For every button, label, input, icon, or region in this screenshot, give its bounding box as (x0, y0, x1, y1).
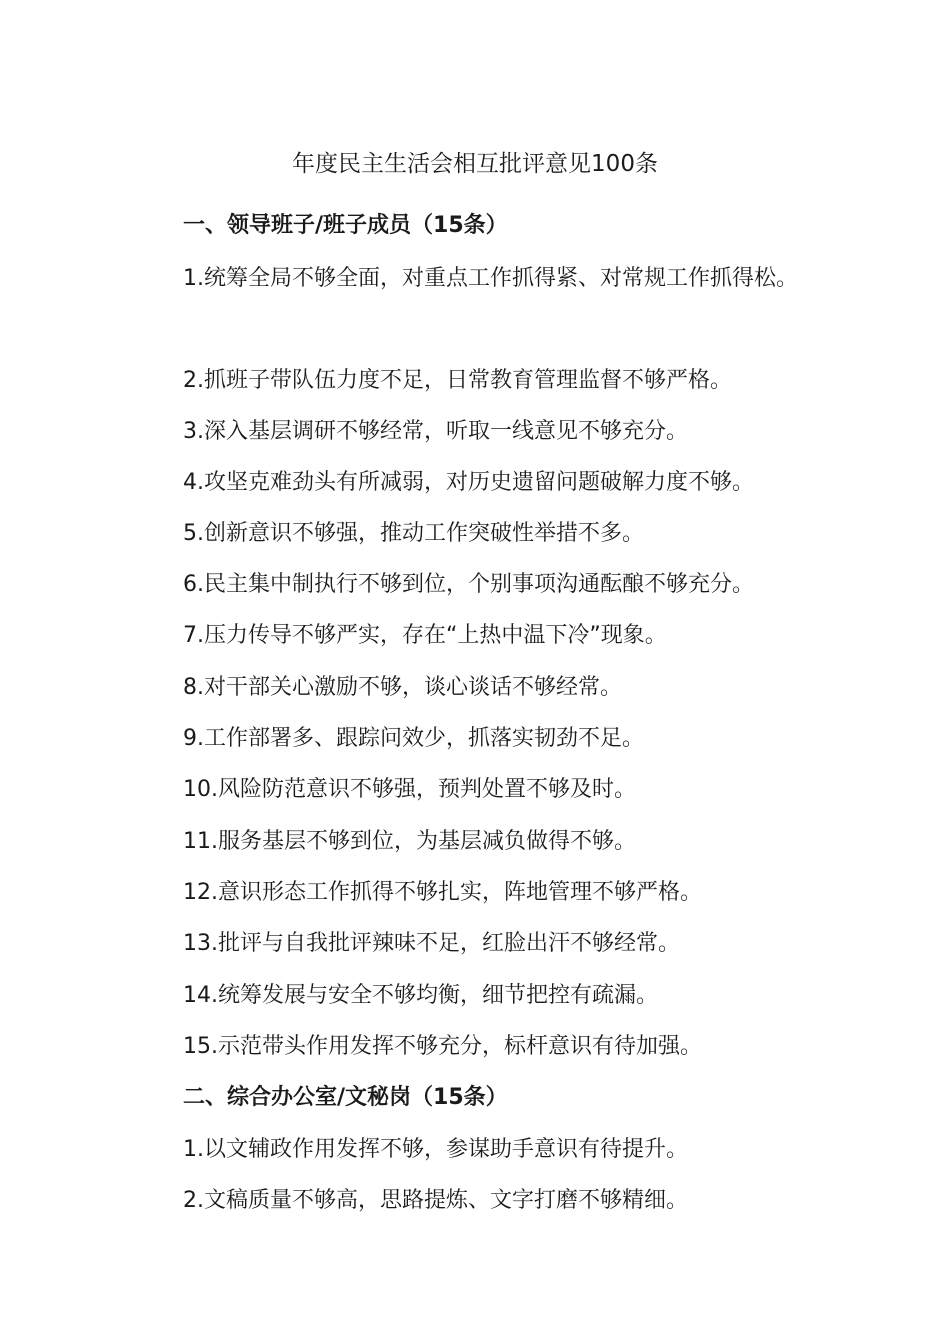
list-item: 6.民主集中制执行不够到位，个别事项沟通酝酿不够充分。 (183, 572, 754, 597)
list-item: 10.风险防范意识不够强，预判处置不够及时。 (183, 777, 636, 802)
list-item: 13.批评与自我批评辣味不足，红脸出汗不够经常。 (183, 931, 680, 956)
list-item: 4.攻坚克难劲头有所减弱，对历史遗留问题破解力度不够。 (183, 470, 754, 495)
section-heading-2: 二、综合办公室/文秘岗（15条） (183, 1085, 508, 1110)
list-item: 1.以文辅政作用发挥不够，参谋助手意识有待提升。 (183, 1137, 688, 1162)
list-item: 12.意识形态工作抓得不够扎实，阵地管理不够严格。 (183, 880, 702, 905)
list-item: 5.创新意识不够强，推动工作突破性举措不多。 (183, 521, 644, 546)
list-item: 1.统筹全局不够全面，对重点工作抓得紧、对常规工作抓得松。 (183, 266, 798, 291)
list-item: 9.工作部署多、跟踪问效少，抓落实韧劲不足。 (183, 726, 644, 751)
list-item: 2.文稿质量不够高，思路提炼、文字打磨不够精细。 (183, 1188, 688, 1213)
list-item: 15.示范带头作用发挥不够充分，标杆意识有待加强。 (183, 1034, 702, 1059)
list-item: 14.统筹发展与安全不够均衡，细节把控有疏漏。 (183, 983, 658, 1008)
document-title: 年度民主生活会相互批评意见100条 (292, 151, 658, 177)
list-item: 8.对干部关心激励不够，谈心谈话不够经常。 (183, 675, 622, 700)
list-item: 7.压力传导不够严实，存在“上热中温下冷”现象。 (183, 623, 667, 648)
section-heading-1: 一、领导班子/班子成员（15条） (183, 213, 508, 238)
list-item: 11.服务基层不够到位，为基层减负做得不够。 (183, 829, 636, 854)
list-item: 2.抓班子带队伍力度不足，日常教育管理监督不够严格。 (183, 368, 732, 393)
list-item: 3.深入基层调研不够经常，听取一线意见不够充分。 (183, 419, 688, 444)
